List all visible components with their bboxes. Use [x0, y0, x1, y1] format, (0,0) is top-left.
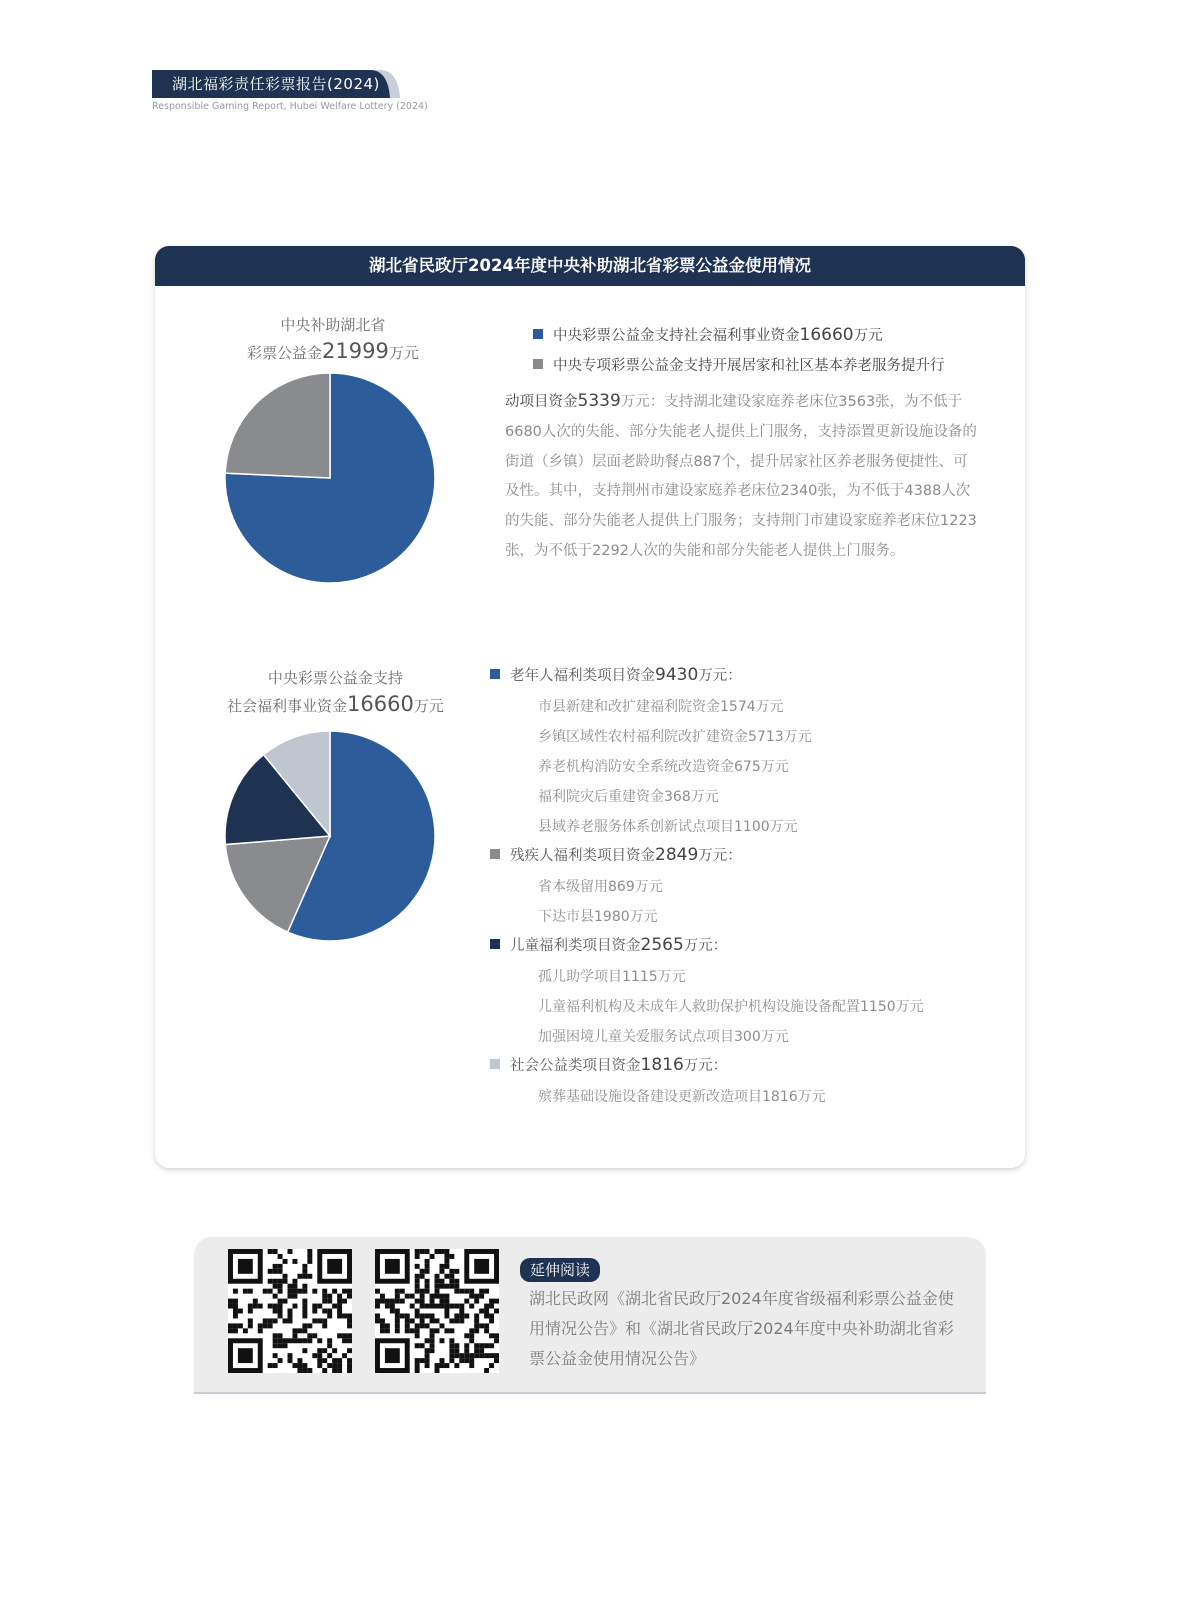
legend2-cat2 — [490, 844, 742, 865]
pie-chart-1 — [220, 368, 440, 588]
report-title: 湖北福彩责任彩票报告(2024) — [172, 75, 380, 93]
legend1-item2 — [533, 354, 945, 375]
gray-square-icon — [533, 359, 543, 369]
extended-reading-box — [194, 1237, 986, 1394]
cat2-item: 省本级留用869万元 — [538, 879, 663, 895]
blue-square-icon — [533, 329, 543, 339]
cat1-label: 老年人福利类项目资金 — [510, 668, 655, 684]
legend2-cat4 — [490, 1054, 727, 1075]
cat1-item: 乡镇区域性农村福利院改扩建资金5713万元 — [538, 729, 812, 745]
chart1-title-value: 21999 — [322, 339, 389, 363]
funding-card — [155, 246, 1025, 1168]
pie-slice — [225, 373, 330, 478]
para-rest: 万元：支持湖北建设家庭养老床位3563张，为不低于6680人次的失能、部分失能老人提供上门服务，支持添置更新设施设备的街道（乡镇）层面老龄助餐点887个，提升居家社区养老服务便捷性、可及性。其中，支持荆州市建设家庭养老床位2340张，为不低于4388人次的失能、部分失能老人提供上门服务；支持荆门市建设家庭养老床位1223张，为不低于2292人次的失能和部分失能老人提供上门服务。 — [505, 394, 977, 559]
chart2-title-prefix: 社会福利事业资金 — [227, 697, 348, 715]
para-prefix: 动项目资金 — [505, 394, 578, 410]
gray-square-icon — [490, 849, 500, 859]
cat3-item: 孤儿助学项目1115万元 — [538, 969, 686, 985]
cat1-value: 9430 — [655, 665, 699, 685]
cat4-label: 社会公益类项目资金 — [510, 1058, 641, 1074]
cat3-unit: 万元： — [683, 938, 728, 954]
cat2-item: 下达市县1980万元 — [538, 909, 658, 925]
legend2-cat1 — [490, 664, 742, 685]
chart1-title — [247, 312, 419, 366]
cat2-unit: 万元： — [698, 848, 742, 864]
navy-square-icon — [490, 939, 500, 949]
extended-reading-text: 湖北民政网《湖北省民政厅2024年度省级福利彩票公益金使用情况公告》和《湖北省民政厅2024年度中央补助湖北省彩票公益金使用情况公告》 — [529, 1289, 954, 1368]
legend1-item1-unit: 万元 — [853, 328, 883, 344]
cat4-unit: 万元： — [683, 1058, 728, 1074]
pie-chart-2 — [220, 726, 440, 946]
chart2-title-value: 16660 — [347, 692, 414, 716]
qr-code-icon[interactable] — [375, 1249, 499, 1373]
cat1-item: 县域养老服务体系创新试点项目1100万元 — [538, 819, 798, 835]
report-subtitle: Responsible Gaming Report, Hubei Welfare Lottery (2024) — [152, 101, 428, 112]
cat3-label: 儿童福利类项目资金 — [510, 938, 641, 954]
chart1-title-unit: 万元 — [388, 344, 419, 362]
legend1-item1 — [533, 324, 883, 345]
cat4-value: 1816 — [640, 1055, 684, 1075]
cat3-item: 加强困境儿童关爱服务试点项目300万元 — [538, 1029, 789, 1045]
legend1-item2-text: 中央专项彩票公益金支持开展居家和社区基本养老服务提升行 — [553, 358, 945, 374]
cat1-item: 市县新建和改扩建福利院资金1574万元 — [538, 699, 784, 715]
card-title: 湖北省民政厅2024年度中央补助湖北省彩票公益金使用情况 — [155, 246, 1025, 286]
chart2-title-line1: 中央彩票公益金支持 — [267, 669, 403, 687]
cat2-value: 2849 — [655, 845, 699, 865]
chart1-title-prefix: 彩票公益金 — [247, 344, 323, 362]
blue-square-icon — [490, 669, 500, 679]
legend1-item1-value: 16660 — [799, 325, 854, 345]
chart1-title-line2 — [247, 338, 419, 366]
cat2-label: 残疾人福利类项目资金 — [510, 848, 655, 864]
cat4-item: 殡葬基础设施设备建设更新改造项目1816万元 — [538, 1089, 826, 1105]
report-header-tab — [152, 70, 402, 98]
legend1-item1-text: 中央彩票公益金支持社会福利事业资金 — [553, 328, 800, 344]
qr-code-icon[interactable] — [228, 1249, 352, 1373]
chart2-title-line2 — [227, 691, 444, 719]
legend1-paragraph — [505, 387, 980, 567]
legend2-cat3 — [490, 934, 727, 955]
cat1-item: 福利院灾后重建资金368万元 — [538, 789, 719, 805]
cat3-value: 2565 — [640, 935, 684, 955]
cat3-item: 儿童福利机构及未成年人救助保护机构设施设备配置1150万元 — [538, 999, 924, 1015]
cat1-unit: 万元： — [698, 668, 742, 684]
extended-reading-badge: 延伸阅读 — [520, 1258, 600, 1282]
chart1-title-line1: 中央补助湖北省 — [280, 316, 386, 334]
para-value: 5339 — [577, 391, 621, 411]
cat1-item: 养老机构消防安全系统改造资金675万元 — [538, 759, 789, 775]
chart2-title-unit: 万元 — [413, 697, 444, 715]
light-square-icon — [490, 1059, 500, 1069]
chart2-title — [227, 665, 444, 719]
